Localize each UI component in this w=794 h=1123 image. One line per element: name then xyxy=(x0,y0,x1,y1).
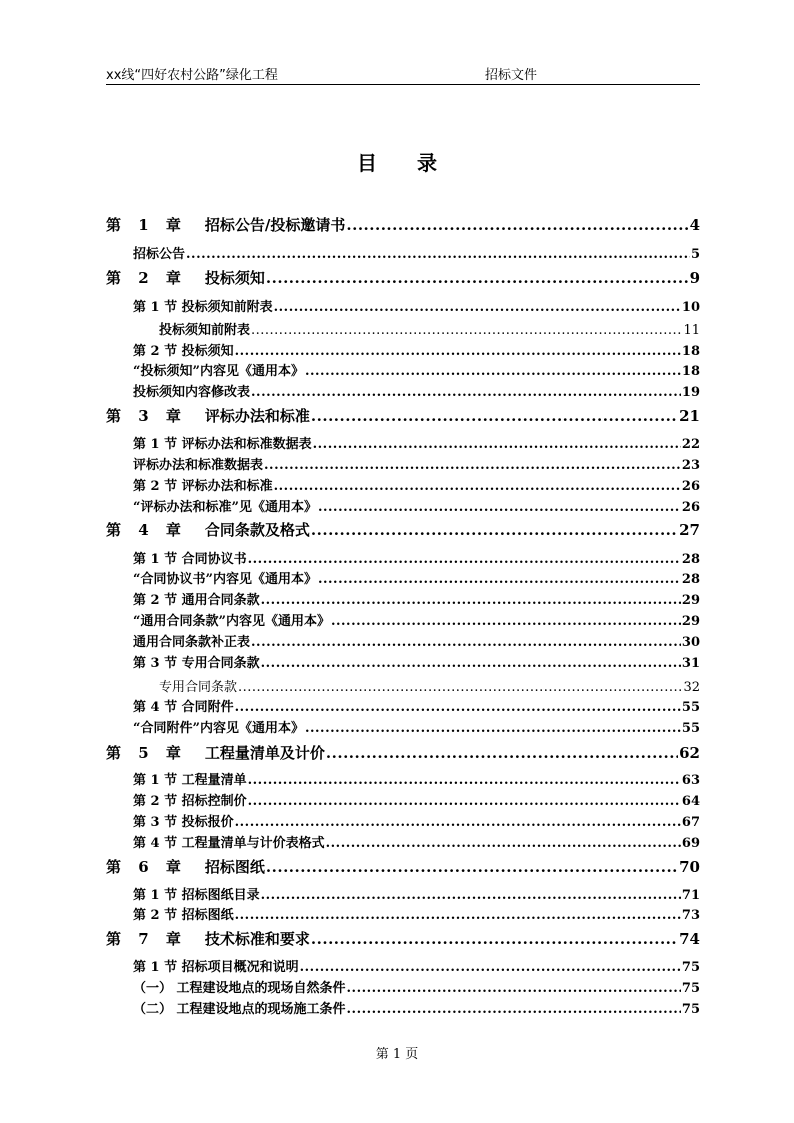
toc-chapter-number: 第 5 章 xyxy=(106,744,187,762)
toc-page-number: 67 xyxy=(681,815,700,830)
toc-entry-label: 第 1 节 工程量清单 xyxy=(133,773,247,788)
toc-entry[interactable] xyxy=(133,243,700,262)
toc-chapter-title: 投标须知 xyxy=(204,269,265,287)
toc-entry-label: 第 4 节 工程量清单与计价表格式 xyxy=(133,836,325,851)
toc-entry-label: 第 1 节 招标图纸目录 xyxy=(133,888,260,903)
toc-entry-label: （二） 工程建设地点的现场施工条件 xyxy=(133,1002,346,1017)
toc-leader xyxy=(235,700,681,715)
toc-page-number: 69 xyxy=(681,836,700,851)
toc-page-number: 63 xyxy=(681,773,700,788)
toc-page-number: 55 xyxy=(681,721,700,736)
toc-chapter-number: 第 4 章 xyxy=(106,521,187,539)
header-doc-type: 招标文件 xyxy=(485,68,538,83)
toc-entry-label: 专用合同条款 xyxy=(159,680,238,695)
toc-entry-label xyxy=(106,214,345,235)
toc-entry[interactable] xyxy=(133,977,700,996)
toc-leader xyxy=(274,479,681,494)
toc-entry-label: （一） 工程建设地点的现场自然条件 xyxy=(133,981,346,996)
toc-leader xyxy=(347,981,681,996)
toc-leader xyxy=(235,344,681,359)
toc-leader xyxy=(347,1002,681,1017)
toc-entry[interactable] xyxy=(133,956,700,975)
toc-leader xyxy=(248,552,681,567)
toc-chapter-title: 评标办法和标准 xyxy=(204,407,310,425)
toc-entry-label xyxy=(106,856,265,877)
toc-page-number: 75 xyxy=(681,981,700,996)
toc-leader xyxy=(311,930,678,948)
toc-chapter-number: 第 3 章 xyxy=(106,407,187,425)
toc-entry-label: 第 2 节 招标图纸 xyxy=(133,908,234,923)
toc-page-number: 73 xyxy=(681,908,700,923)
toc-entry-label: 第 2 节 投标须知 xyxy=(133,344,234,359)
toc-chapter-3[interactable] xyxy=(106,405,700,426)
toc-entry-label: 第 2 节 招标控制价 xyxy=(133,794,247,809)
toc-entry[interactable] xyxy=(133,998,700,1017)
toc-leader xyxy=(261,593,681,608)
toc-page-number: 31 xyxy=(681,656,700,671)
toc-page-number: 55 xyxy=(681,700,700,715)
toc-entry[interactable] xyxy=(133,631,700,650)
toc-entry[interactable] xyxy=(133,454,700,473)
toc-entry-label: 第 3 节 专用合同条款 xyxy=(133,656,260,671)
toc-page-number: 26 xyxy=(681,500,700,515)
toc-page-number: 64 xyxy=(681,794,700,809)
toc-entry-label: 第 1 节 招标项目概况和说明 xyxy=(133,960,299,975)
toc-chapter-title: 技术标准和要求 xyxy=(204,930,310,948)
toc-leader xyxy=(251,635,681,650)
toc-page-number: 5 xyxy=(690,247,700,262)
toc-leader xyxy=(235,908,681,923)
toc-leader xyxy=(261,888,681,903)
toc-entry-label: “合同附件”内容见《通用本》 xyxy=(133,721,304,736)
toc-entry[interactable] xyxy=(133,589,700,608)
toc-entry[interactable] xyxy=(159,319,700,338)
toc-leader xyxy=(331,614,681,629)
toc-leader xyxy=(266,858,678,876)
toc-chapter-6[interactable] xyxy=(106,856,700,877)
toc-entry-label xyxy=(106,928,310,949)
toc-entry-label: “通用合同条款”内容见《通用本》 xyxy=(133,614,330,629)
toc-entry-label xyxy=(106,742,325,763)
toc-leader xyxy=(248,773,681,788)
toc-entry[interactable] xyxy=(133,832,700,851)
toc-entry-label: 第 2 节 通用合同条款 xyxy=(133,593,260,608)
toc-page-number: 26 xyxy=(681,479,700,494)
toc-page-number: 62 xyxy=(679,744,700,762)
toc-leader xyxy=(238,680,682,695)
toc-leader xyxy=(305,721,681,736)
toc-page-number: 75 xyxy=(681,960,700,975)
toc-page-number: 21 xyxy=(679,407,700,425)
toc-leader xyxy=(235,815,681,830)
toc-entry-label: “投标须知”内容见《通用本》 xyxy=(133,364,304,379)
toc-chapter-4[interactable] xyxy=(106,519,700,540)
toc-page-number: 10 xyxy=(681,300,700,315)
toc-page-number: 70 xyxy=(679,858,700,876)
toc-chapter-number: 第 2 章 xyxy=(106,269,187,287)
toc-leader xyxy=(311,521,678,539)
toc-chapter-number: 第 6 章 xyxy=(106,858,187,876)
toc-entry[interactable] xyxy=(133,296,700,315)
toc-leader xyxy=(326,744,678,762)
toc-entry-label: “合同协议书”内容见《通用本》 xyxy=(133,572,317,587)
toc-entry-label: 第 1 节 投标须知前附表 xyxy=(133,300,273,315)
toc-page-number: 23 xyxy=(681,458,700,473)
toc-title: 目录 xyxy=(357,151,477,175)
toc-entry[interactable] xyxy=(133,360,700,379)
toc-chapter-1[interactable] xyxy=(106,214,700,235)
toc-page-number: 28 xyxy=(681,552,700,567)
page-header xyxy=(106,62,700,85)
page-number-footer: 第 1 页 xyxy=(375,1047,419,1062)
toc-chapter-title: 招标公告/投标邀请书 xyxy=(204,216,346,234)
toc-page-number: 28 xyxy=(681,572,700,587)
toc-page-number: 18 xyxy=(681,364,700,379)
toc-leader xyxy=(346,216,688,234)
toc-entry[interactable] xyxy=(133,568,700,587)
toc-entry[interactable] xyxy=(133,610,700,629)
toc-leader xyxy=(186,247,690,262)
toc-leader xyxy=(326,836,681,851)
toc-entry[interactable] xyxy=(133,884,700,903)
toc-page-number: 32 xyxy=(683,680,700,695)
toc-entry[interactable] xyxy=(133,381,700,400)
toc-page-number: 30 xyxy=(681,635,700,650)
toc-entry[interactable] xyxy=(133,433,700,452)
toc-entry[interactable] xyxy=(159,676,700,695)
toc-chapter-2[interactable] xyxy=(106,267,700,288)
toc-entry-label xyxy=(106,267,265,288)
toc-entry[interactable] xyxy=(133,696,700,715)
toc-page-number: 71 xyxy=(681,888,700,903)
toc-entry-label: 通用合同条款补正表 xyxy=(133,635,251,650)
toc-entry[interactable] xyxy=(133,717,700,736)
toc-entry[interactable] xyxy=(133,769,700,788)
toc-page-number: 9 xyxy=(689,269,700,287)
toc-page-number: 18 xyxy=(681,344,700,359)
toc-chapter-number: 第 1 章 xyxy=(106,216,187,234)
toc-chapter-title: 招标图纸 xyxy=(204,858,265,876)
toc-page-number: 11 xyxy=(683,323,700,338)
toc-leader xyxy=(251,385,681,400)
toc-entry-label: 评标办法和标准数据表 xyxy=(133,458,264,473)
toc-leader xyxy=(313,437,681,452)
toc-entry-label: 招标公告 xyxy=(133,247,186,262)
toc-entry[interactable] xyxy=(133,790,700,809)
toc-page-number: 75 xyxy=(681,1002,700,1017)
toc-leader xyxy=(264,458,681,473)
toc-page-number: 19 xyxy=(681,385,700,400)
toc-leader xyxy=(251,323,682,338)
toc-entry-label: 第 2 节 评标办法和标准 xyxy=(133,479,273,494)
toc-entry-label: 第 1 节 评标办法和标准数据表 xyxy=(133,437,312,452)
toc-leader xyxy=(311,407,678,425)
toc-page-number: 4 xyxy=(689,216,700,234)
toc-chapter-title: 合同条款及格式 xyxy=(204,521,310,539)
toc-entry-label: “评标办法和标准”见《通用本》 xyxy=(133,500,317,515)
header-project-name: xx线“四好农村公路”绿化工程 xyxy=(106,68,278,83)
toc-leader xyxy=(266,269,689,287)
toc-chapter-5[interactable] xyxy=(106,742,700,763)
toc-leader xyxy=(248,794,681,809)
toc-entry-label: 第 1 节 合同协议书 xyxy=(133,552,247,567)
toc-entry-label: 第 3 节 投标报价 xyxy=(133,815,234,830)
toc-leader xyxy=(318,572,681,587)
toc-entry-label xyxy=(106,519,310,540)
toc-entry-label: 第 4 节 合同附件 xyxy=(133,700,234,715)
toc-entry[interactable] xyxy=(133,811,700,830)
toc-entry-label: 投标须知前附表 xyxy=(159,323,251,338)
toc-entry[interactable] xyxy=(133,475,700,494)
toc-entry[interactable] xyxy=(133,904,700,923)
toc-leader xyxy=(305,364,681,379)
toc-entry[interactable] xyxy=(133,340,700,359)
toc-page-number: 74 xyxy=(679,930,700,948)
toc-leader xyxy=(261,656,681,671)
toc-chapter-number: 第 7 章 xyxy=(106,930,187,948)
toc-entry-label xyxy=(106,405,310,426)
toc-chapter-7[interactable] xyxy=(106,928,700,949)
toc-entry[interactable] xyxy=(133,548,700,567)
toc-entry-label: 投标须知内容修改表 xyxy=(133,385,251,400)
toc-page-number: 27 xyxy=(679,521,700,539)
toc-leader xyxy=(318,500,681,515)
toc-entry[interactable] xyxy=(133,496,700,515)
toc-entry[interactable] xyxy=(133,652,700,671)
toc-page-number: 29 xyxy=(681,593,700,608)
toc-page-number: 22 xyxy=(681,437,700,452)
toc-leader xyxy=(300,960,681,975)
toc-chapter-title: 工程量清单及计价 xyxy=(204,744,325,762)
toc-leader xyxy=(274,300,681,315)
toc-page-number: 29 xyxy=(681,614,700,629)
